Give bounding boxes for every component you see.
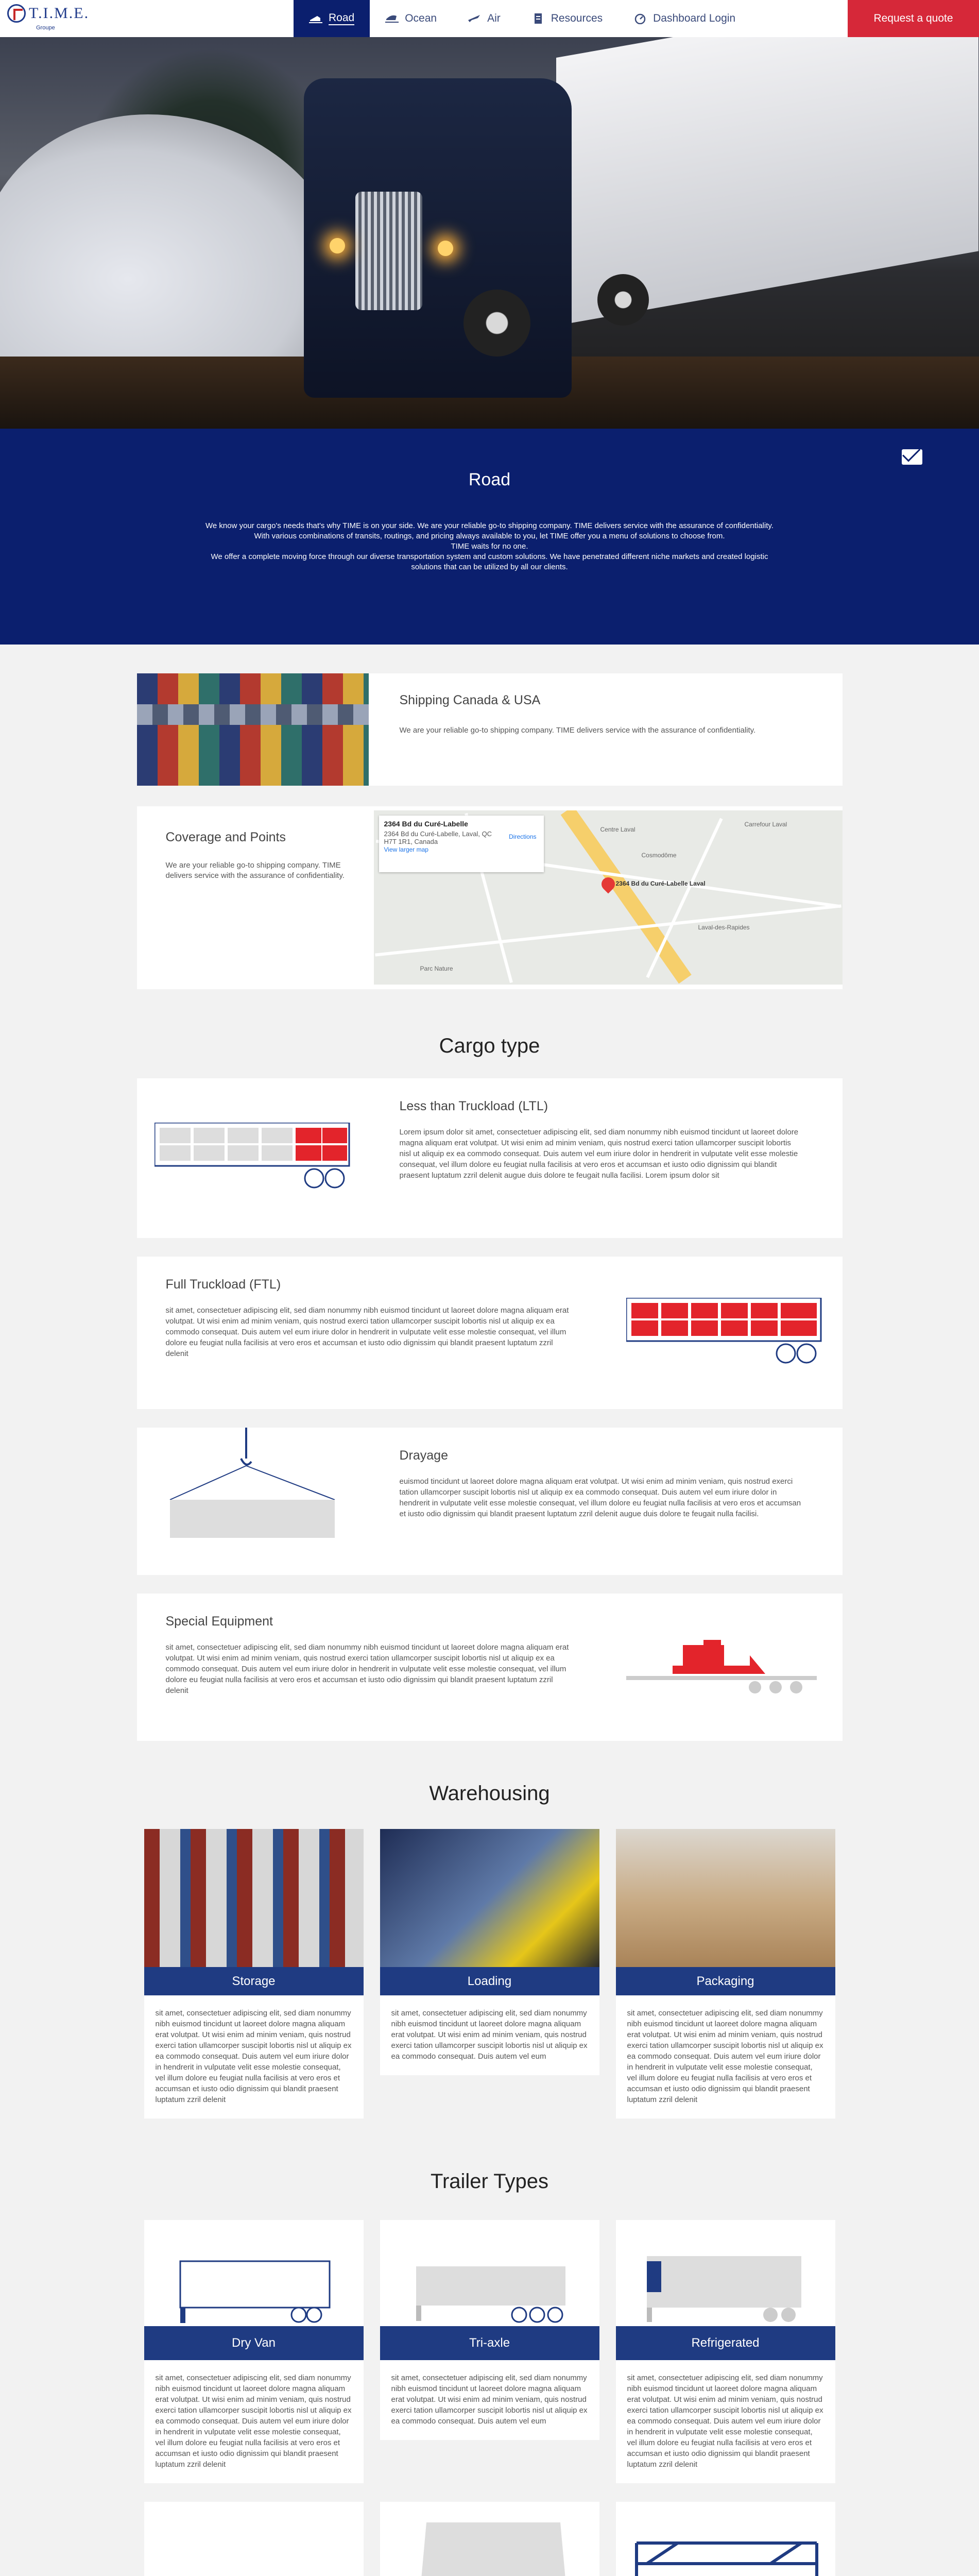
main-menu <box>294 0 751 37</box>
shipping-title: Shipping Canada & USA <box>399 693 541 707</box>
map-road <box>646 818 723 978</box>
map-label: Parc Nature <box>420 965 453 972</box>
top-nav <box>0 0 979 37</box>
logo[interactable] <box>7 4 90 31</box>
trailer-autohauler-card <box>616 2502 835 2576</box>
map-road <box>375 904 841 956</box>
road-paragraph-3: We offer a complete moving force through our diverse transportation system and custom solutions. We have penetrated different niche markets and created logistic solutions that can be utilized by all our clients. <box>211 552 768 571</box>
cargo-ftl-card <box>137 1257 843 1409</box>
trailer-triaxle-card <box>380 2220 599 2440</box>
cargo-ltl-card <box>137 1078 843 1238</box>
warehouse-storage-card <box>144 1829 364 2119</box>
shipping-card <box>137 673 843 786</box>
hero-image <box>0 37 979 429</box>
map-label: Laval-des-Rapides <box>698 924 750 931</box>
trailer-triaxle-text: sit amet, consectetuer adipiscing elit, sed diam nonummy nibh euismod tincidunt ut laoreet dolore magna aliquam erat volutpat. Ut wisi enim ad minim veniam, quis nostrud exerci tation ullamcorper suscipit lobortis nisl ut aliquip ex ea commodo consequat. Duis autem vel eum <box>391 2374 588 2426</box>
trailer-dryvan-text: sit amet, consectetuer adipiscing elit, sed diam nonummy nibh euismod tincidunt ut laoreet dolore magna aliquam erat volutpat. Ut wisi enim ad minim veniam, quis nostrud exerci tation ullamcorper suscipit lobortis nisl ut aliquip ex ea commodo consequat. Duis autem vel eum iriure dolor in hendrerit in vulputate velit esse molestie consequat, vel illum dolore eu feugiat nulla facilisis at vero eros et accumsan et iusto odio dignissim qui blandit praesent luptatum zzril delenit <box>155 2374 352 2469</box>
cargo-ftl-title: Full Truckload (FTL) <box>165 1277 281 1292</box>
trailers-title: Trailer Types <box>431 2170 548 2193</box>
flatbed-icon <box>144 2502 364 2576</box>
mail-icon[interactable] <box>902 449 922 465</box>
cargo-ftl-text: sit amet, consectetuer adipiscing elit, sed diam nonummy nibh euismod tincidunt ut laoreet dolore magna aliquam erat volutpat. Ut wisi enim ad minim veniam, quis nostrud exerci tation ullamcorper suscipit lobortis nisl ut aliquip ex ea commodo consequat. Duis autem vel eum iriure dolor in hendrerit in vulputate velit esse molestie consequat, vel illum dolore eu feugiat nulla facilisis at vero eros et accumsan et iusto odio dignissim qui blandit praesent luptatum zzril delenit <box>165 1306 569 1358</box>
tri-axle-icon <box>380 2220 599 2326</box>
cargo-drayage-title: Drayage <box>399 1448 448 1463</box>
map-larger-link[interactable]: View larger map <box>384 846 428 853</box>
nav-air[interactable] <box>452 0 516 37</box>
nav-dashboard[interactable] <box>618 0 751 37</box>
ftl-trailer-icon <box>626 1298 822 1365</box>
trailer-refrigerated-text: sit amet, consectetuer adipiscing elit, sed diam nonummy nibh euismod tincidunt ut laoreet dolore magna aliquam erat volutpat. Ut wisi enim ad minim veniam, quis nostrud exerci tation ullamcorper suscipit lobortis nisl ut aliquip ex ea commodo consequat. Duis autem vel eum iriure dolor in hendrerit in vulputate velit esse molestie consequat, vel illum dolore eu feugiat nulla facilisis at vero eros et accumsan et iusto odio dignissim qui blandit praesent luptatum zzril delenit <box>627 2374 823 2469</box>
hero-wheel <box>463 290 530 357</box>
trailer-refrigerated-card <box>616 2220 835 2483</box>
bulldozer-trailer-icon <box>626 1640 822 1697</box>
nav-resources[interactable] <box>516 0 618 37</box>
packaging-photo <box>616 1829 835 1967</box>
cargo-special-text: sit amet, consectetuer adipiscing elit, sed diam nonummy nibh euismod tincidunt ut laoreet dolore magna aliquam erat volutpat. Ut wisi enim ad minim veniam, quis nostrud exerci tation ullamcorper suscipit lobortis nisl ut aliquip ex ea commodo consequat. Duis autem vel eum iriure dolor in hendrerit in vulputate velit esse molestie consequat, vel illum dolore eu feugiat nulla facilisis at vero eros et accumsan et iusto odio dignissim qui blandit praesent luptatum zzril delenit <box>165 1643 569 1695</box>
map-info-box <box>379 816 544 872</box>
nav-ocean[interactable] <box>370 0 452 37</box>
nav-road[interactable] <box>294 0 370 37</box>
logo-mark-icon <box>7 4 26 23</box>
warehouse-loading-label: Loading <box>380 1967 599 1995</box>
refrigerated-trailer-icon <box>616 2220 835 2326</box>
cargo-special-card <box>137 1594 843 1741</box>
map-place-name: 2364 Bd du Curé-Labelle <box>384 820 468 828</box>
request-quote-button[interactable]: Request a quote <box>848 0 979 37</box>
brand-name: T.I.M.E. <box>29 5 90 22</box>
headlight <box>330 238 345 253</box>
hero-grille <box>355 192 422 310</box>
containers-image <box>137 673 369 786</box>
trailer-dryvan-card <box>144 2220 364 2483</box>
warehouse-loading-text: sit amet, consectetuer adipiscing elit, sed diam nonummy nibh euismod tincidunt ut laoreet dolore magna aliquam erat volutpat. Ut wisi enim ad minim veniam, quis nostrud exerci tation ullamcorper suscipit lobortis nisl ut aliquip ex ea commodo consequat. Duis autem vel eum <box>391 2009 588 2061</box>
warehouse-loading-card <box>380 1829 599 2075</box>
warehouse-storage-text: sit amet, consectetuer adipiscing elit, sed diam nonummy nibh euismod tincidunt ut laoreet dolore magna aliquam erat volutpat. Ut wisi enim ad minim veniam, quis nostrud exerci tation ullamcorper suscipit lobortis nisl ut aliquip ex ea commodo consequat. Duis autem vel eum iriure dolor in hendrerit in vulputate velit esse molestie consequat, vel illum dolore eu feugiat nulla facilisis at vero eros et accumsan et iusto odio dignissim qui blandit praesent luptatum zzril delenit <box>155 2009 352 2104</box>
coverage-text: We are your reliable go-to shipping company. TIME delivers service with the assurance of confidentiality. <box>165 861 345 880</box>
trailer-triaxle-label: Tri-axle <box>380 2326 599 2360</box>
cargo-special-title: Special Equipment <box>165 1614 273 1629</box>
warehousing-grid <box>137 1829 843 2119</box>
trailer-tailgate-card <box>380 2502 599 2576</box>
warehouse-packaging-label: Packaging <box>616 1967 835 1995</box>
warehousing-title: Warehousing <box>429 1782 550 1805</box>
nav-ocean-label: Ocean <box>405 12 437 24</box>
container-crane-icon <box>154 1428 350 1538</box>
hero-wheel <box>597 274 649 326</box>
road-paragraph-1: We know your cargo's needs that's why TIME is on your side. We are your reliable go-to shipping company. TIME delivers service with the assurance of confidentiality. With various combinations of transits, routings, and pricing always available to you, let TIME offer you a menu of solutions to choose from. <box>205 521 774 540</box>
headlight <box>438 241 453 256</box>
gauge-icon <box>633 13 647 24</box>
nav-dashboard-label: Dashboard Login <box>653 12 736 24</box>
road-title: Road <box>468 470 511 489</box>
map-label: Cosmodôme <box>641 852 677 859</box>
cargo-title: Cargo type <box>439 1035 540 1057</box>
plane-icon <box>468 13 481 24</box>
auto-hauler-icon <box>616 2502 835 2576</box>
tailgate-trailer-icon <box>380 2502 599 2576</box>
cargo-ltl-text: Lorem ipsum dolor sit amet, consectetuer adipiscing elit, sed diam nonummy nibh euismod tincidunt ut laoreet dolore magna aliquam erat volutpat. Ut wisi enim ad minim veniam, quis nostrud exerci tation ullamcorper suscipit lobortis nisl ut aliquip ex ea commodo consequat. Duis autem vel eum iriure dolor in hendrerit in vulputate velit esse molestie consequat, vel illum dolore eu feugiat nulla facilisis at vero eros et accumsan et iusto odio dignissim qui blandit praesent luptatum zzril delenit augue duis dolore te feugait nulla facilisi. Lorem ipsum dolor sit <box>399 1128 799 1180</box>
map-pin-label: 2364 Bd du Curé-Labelle Laval <box>615 880 706 887</box>
ship-icon <box>385 13 399 24</box>
nav-resources-label: Resources <box>551 12 603 24</box>
hero-truck-cab <box>304 78 572 398</box>
truck-icon <box>309 13 322 24</box>
brand-sub: Groupe <box>36 25 55 31</box>
shipping-text: We are your reliable go-to shipping company. TIME delivers service with the assurance of confidentiality. <box>399 726 756 735</box>
dry-van-icon <box>144 2220 364 2326</box>
nav-road-label: Road <box>329 12 354 25</box>
nav-air-label: Air <box>487 12 501 24</box>
map-directions[interactable]: Directions <box>509 833 537 840</box>
trailers-row-2 <box>137 2502 843 2576</box>
coverage-title: Coverage and Points <box>165 830 286 844</box>
cargo-drayage-card <box>137 1428 843 1575</box>
warehouse-storage-label: Storage <box>144 1967 364 1995</box>
map-address: 2364 Bd du Curé-Labelle, Laval, QC H7T 1R1, Canada <box>384 830 492 845</box>
map-label: Carrefour Laval <box>744 821 787 828</box>
cargo-ltl-title: Less than Truckload (LTL) <box>399 1099 548 1113</box>
loading-photo <box>380 1829 599 1967</box>
ltl-trailer-icon <box>154 1123 350 1190</box>
warehouse-packaging-card <box>616 1829 835 2119</box>
road-intro <box>0 429 979 645</box>
map-embed[interactable] <box>374 810 843 985</box>
warehouse-packaging-text: sit amet, consectetuer adipiscing elit, sed diam nonummy nibh euismod tincidunt ut laoreet dolore magna aliquam erat volutpat. Ut wisi enim ad minim veniam, quis nostrud exerci tation ullamcorper suscipit lobortis nisl ut aliquip ex ea commodo consequat. Duis autem vel eum iriure dolor in hendrerit in vulputate velit esse molestie consequat, vel illum dolore eu feugiat nulla facilisis at vero eros et accumsan et iusto odio dignissim qui blandit praesent luptatum zzril delenit <box>627 2009 823 2104</box>
storage-photo <box>144 1829 364 1967</box>
coverage-card <box>137 806 843 989</box>
trailer-flatbed-card <box>144 2502 364 2576</box>
cargo-drayage-text: euismod tincidunt ut laoreet dolore magna aliquam erat volutpat. Ut wisi enim ad minim veniam, quis nostrud exerci tation ullamcorper suscipit lobortis nisl ut aliquip ex ea commodo consequat. Duis autem vel eum iriure dolor in hendrerit in vulputate velit esse molestie consequat, vel illum dolore eu feugiat nulla facilisis at vero eros et accumsan et iusto odio dignissim qui blandit praesent luptatum zzril delenit augue duis dolore te feugait nulla facilisi. <box>399 1477 801 1518</box>
trailer-dryvan-label: Dry Van <box>144 2326 364 2360</box>
trailers-row-1 <box>137 2220 843 2483</box>
map-label: Centre Laval <box>600 826 636 833</box>
document-icon <box>531 13 545 24</box>
road-paragraph-2: TIME waits for no one. <box>451 542 528 551</box>
map-highway <box>560 810 691 984</box>
trailer-refrigerated-label: Refrigerated <box>616 2326 835 2360</box>
